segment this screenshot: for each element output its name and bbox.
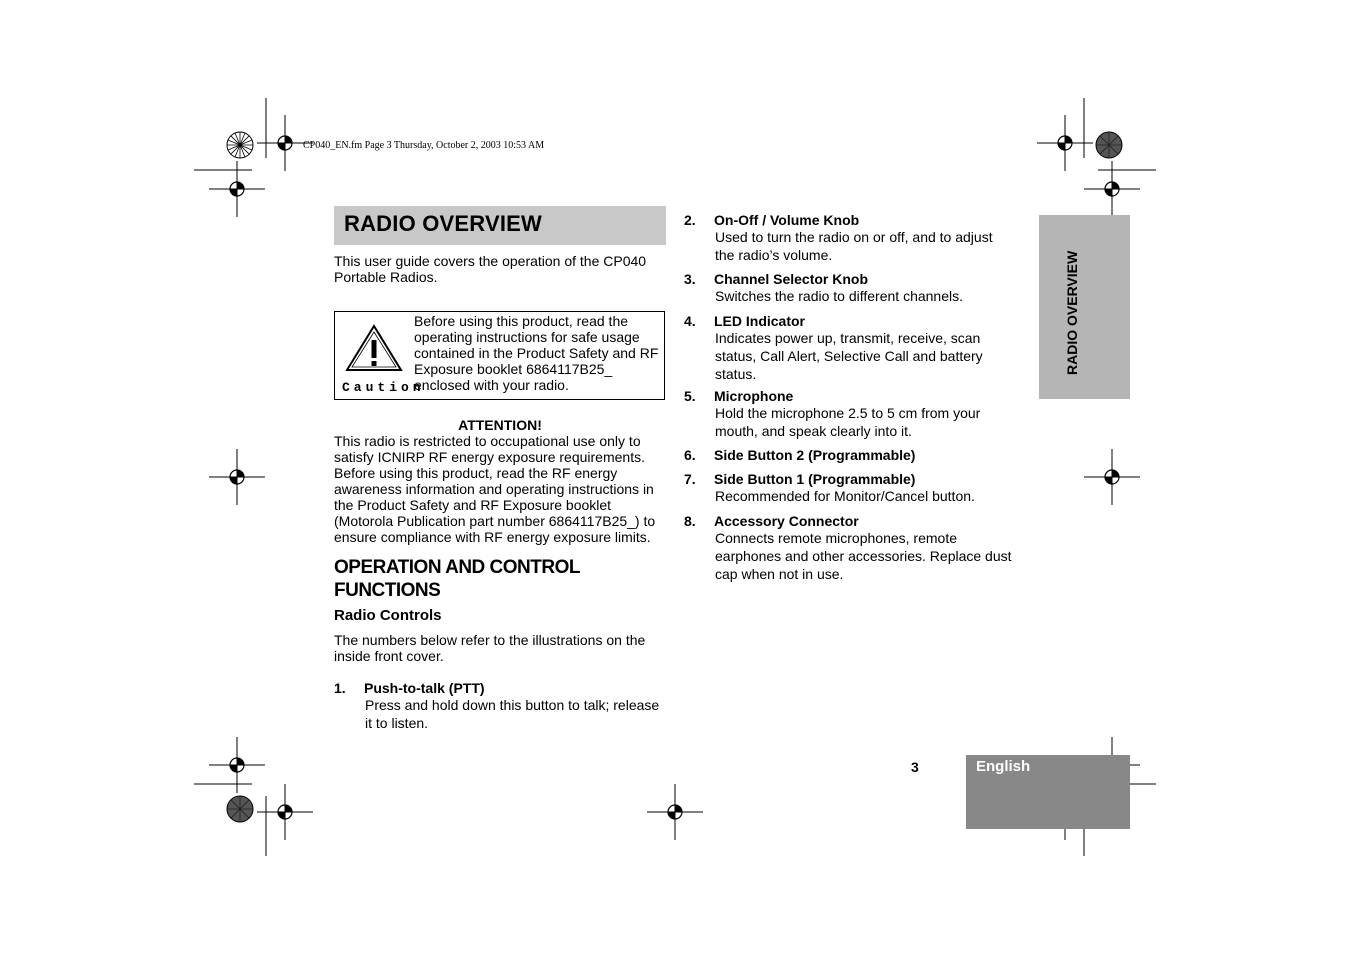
- language-tab: [966, 755, 1130, 829]
- item-description: Used to turn the radio on or off, and to adjust the radio’s volume.: [715, 229, 993, 263]
- item-title: Side Button 1 (Programmable): [714, 471, 916, 487]
- item-description: Indicates power up, transmit, receive, scan status, Call Alert, Selective Call and battery status.: [715, 330, 983, 382]
- item-title: On-Off / Volume Knob: [714, 212, 860, 228]
- item-number: 4.: [684, 313, 696, 329]
- attention-heading: ATTENTION!: [458, 417, 542, 433]
- item-description: Recommended for Monitor/Cancel button.: [715, 488, 975, 504]
- item-title: LED Indicator: [714, 313, 806, 329]
- item-title: Channel Selector Knob: [714, 271, 869, 287]
- language-tab-label: English: [976, 758, 1031, 775]
- item-number: 8.: [684, 513, 696, 529]
- file-header: CP040_EN.fm Page 3 Thursday, October 2, 2003 10:53 AM: [303, 140, 545, 151]
- item-description: Press and hold down this button to talk; release it to listen.: [365, 697, 660, 731]
- subheading: Radio Controls: [334, 607, 442, 624]
- item-description: Switches the radio to different channels.: [715, 288, 964, 304]
- item-title: Side Button 2 (Programmable): [714, 447, 916, 463]
- side-tab: [1039, 215, 1130, 399]
- caution-label: Caution: [342, 380, 425, 395]
- title-bar: [334, 206, 666, 245]
- attention-text: This radio is restricted to occupational use only to satisfy ICNIRP RF energy exposure requirements. Before using this product, read the RF energy awareness information and operating instructions in the Product Safety and RF Exposure booklet (Motorola Publication part number 6864117B25_) to ensure compliance with RF energy exposure limits.: [334, 433, 656, 545]
- item-number: 7.: [684, 471, 696, 487]
- item-description: Connects remote microphones, remote earphones and other accessories. Replace dust cap when not in use.: [715, 530, 1012, 582]
- item-number: 1.: [334, 680, 346, 696]
- item-title: Accessory Connector: [714, 513, 859, 529]
- item-number: 2.: [684, 212, 696, 228]
- page-number: 3: [911, 759, 919, 775]
- item-number: 3.: [684, 271, 696, 287]
- page-title: RADIO OVERVIEW: [344, 211, 542, 236]
- item-number: 5.: [684, 388, 696, 404]
- item-title: Push-to-talk (PTT): [364, 680, 485, 696]
- warning-triangle-icon: [345, 324, 403, 372]
- item-description: Hold the microphone 2.5 to 5 cm from your mouth, and speak clearly into it.: [715, 405, 981, 439]
- caution-text: Before using this product, read the operating instructions for safe usage contained in the Product Safety and RF Exposure booklet 6864117B25_ enclosed with your radio.: [414, 313, 659, 393]
- section-heading: OPERATION AND CONTROL FUNCTIONS: [334, 557, 580, 601]
- side-tab-label: RADIO OVERVIEW: [1064, 250, 1080, 375]
- controls-intro: The numbers below refer to the illustrations on the inside front cover.: [334, 632, 646, 664]
- item-number: 6.: [684, 447, 696, 463]
- intro-paragraph: This user guide covers the operation of the CP040 Portable Radios.: [334, 253, 647, 285]
- item-title: Microphone: [714, 388, 794, 404]
